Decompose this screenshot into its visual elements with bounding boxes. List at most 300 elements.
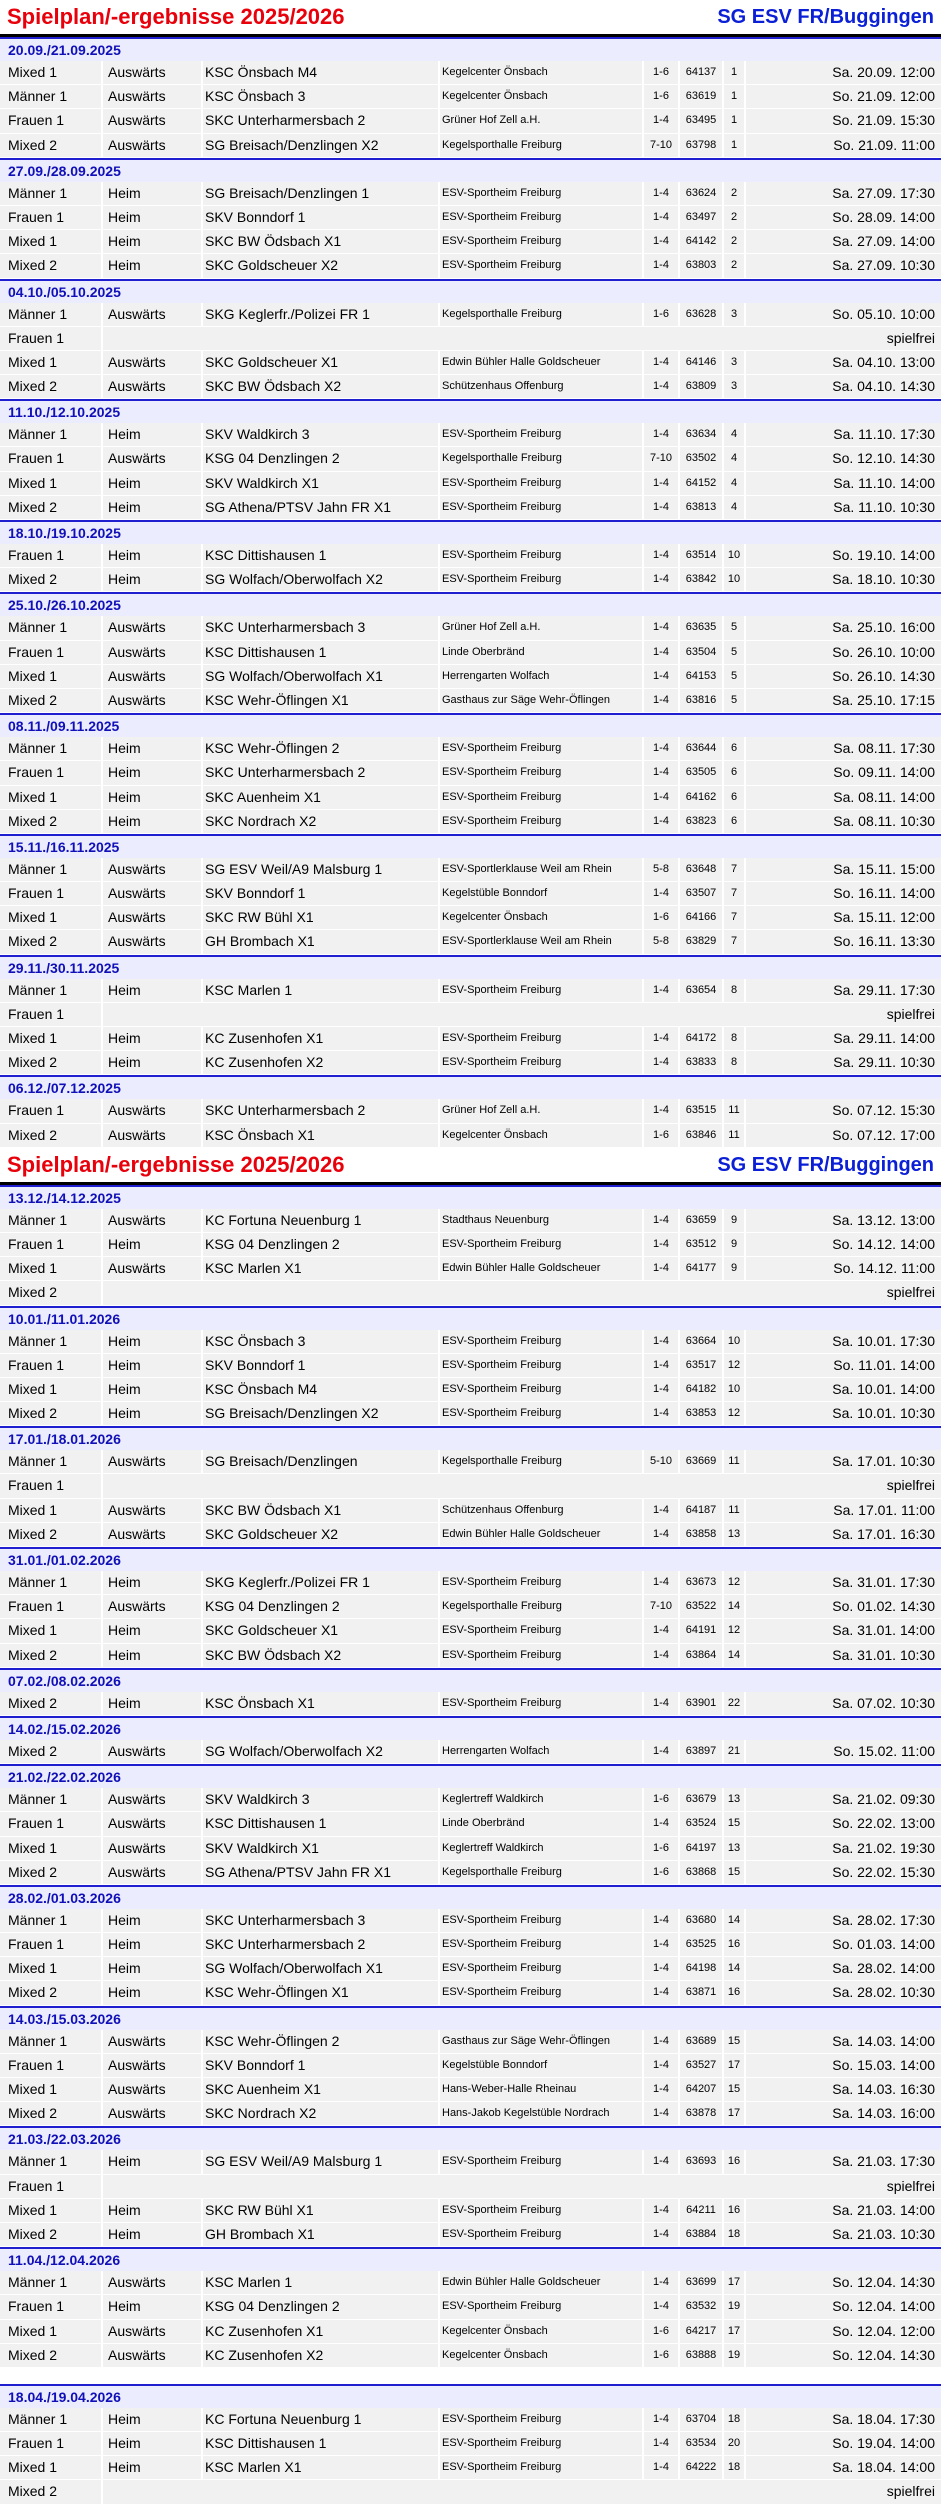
lanes: 1-4 xyxy=(644,1523,678,1546)
opponent: SKV Waldkirch 3 xyxy=(203,423,438,446)
game-number: 63803 xyxy=(680,254,722,277)
venue: Edwin Bühler Halle Goldscheuer xyxy=(440,2271,642,2294)
home-away: Heim xyxy=(103,1402,201,1425)
match-row xyxy=(0,930,941,954)
game-number: 64152 xyxy=(680,472,722,495)
team-name: Männer 1 xyxy=(0,2408,101,2431)
week-section xyxy=(0,1764,941,1885)
team-name: Mixed 1 xyxy=(0,351,101,374)
round-number: 1 xyxy=(724,109,744,132)
venue: ESV-Sportheim Freiburg xyxy=(440,230,642,253)
home-away: Heim xyxy=(103,472,201,495)
opponent: KC Fortuna Neuenburg 1 xyxy=(203,1209,438,1232)
round-number: 11 xyxy=(724,1099,744,1122)
match-date: Sa. 28.02. 14:00 xyxy=(746,1957,941,1980)
opponent: SKC Unterharmersbach 2 xyxy=(203,761,438,784)
opponent: SKC Goldscheuer X1 xyxy=(203,351,438,374)
opponent: KSC Marlen 1 xyxy=(203,979,438,1002)
round-number: 7 xyxy=(724,858,744,881)
opponent: SKC Nordrach X2 xyxy=(203,2102,438,2125)
round-number: 15 xyxy=(724,1861,744,1884)
week-section xyxy=(0,2247,941,2368)
match-row xyxy=(0,2344,941,2368)
opponent: KSC Önsbach 3 xyxy=(203,85,438,108)
match-date: So. 12.04. 14:30 xyxy=(746,2344,941,2367)
lanes: 1-6 xyxy=(644,303,678,326)
lanes: 1-4 xyxy=(644,423,678,446)
home-away: Heim xyxy=(103,182,201,205)
match-date: Sa. 04.10. 13:00 xyxy=(746,351,941,374)
lanes: 1-4 xyxy=(644,1099,678,1122)
match-row xyxy=(0,1003,941,1027)
team-name: Mixed 2 xyxy=(0,375,101,398)
lanes: 1-4 xyxy=(644,1644,678,1667)
venue: Kegelcenter Önsbach xyxy=(440,85,642,108)
opponent: SKC BW Ödsbach X1 xyxy=(203,230,438,253)
team-name: Männer 1 xyxy=(0,303,101,326)
round-number: 17 xyxy=(724,2054,744,2077)
opponent: SG Wolfach/Oberwolfach X1 xyxy=(203,1957,438,1980)
match-row xyxy=(0,472,941,496)
team-name: Frauen 1 xyxy=(0,327,101,350)
round-number: 15 xyxy=(724,2078,744,2101)
team-name: Frauen 1 xyxy=(0,2054,101,2077)
match-date: Sa. 27.09. 10:30 xyxy=(746,254,941,277)
match-row xyxy=(0,1378,941,1402)
team-name: Mixed 2 xyxy=(0,1981,101,2004)
game-number: 63888 xyxy=(680,2344,722,2367)
team-name: Männer 1 xyxy=(0,2030,101,2053)
match-row xyxy=(0,423,941,447)
week-date-header: 15.11./16.11.2025 xyxy=(0,836,941,858)
match-date: So. 21.09. 11:00 xyxy=(746,134,941,157)
team-name: Frauen 1 xyxy=(0,1474,101,1497)
week-section xyxy=(0,955,941,1076)
match-row xyxy=(0,2432,941,2456)
game-number: 63673 xyxy=(680,1571,722,1594)
week-section xyxy=(0,1885,941,2006)
home-away: Heim xyxy=(103,2408,201,2431)
match-date: Sa. 14.03. 16:30 xyxy=(746,2078,941,2101)
venue: Herrengarten Wolfach xyxy=(440,665,642,688)
lanes: 7-10 xyxy=(644,447,678,470)
venue: ESV-Sportheim Freiburg xyxy=(440,1402,642,1425)
round-number: 7 xyxy=(724,906,744,929)
round-number: 4 xyxy=(724,423,744,446)
round-number: 7 xyxy=(724,882,744,905)
opponent: SKC Auenheim X1 xyxy=(203,786,438,809)
week-section xyxy=(0,834,941,955)
team-name: Frauen 1 xyxy=(0,882,101,905)
team-name: Männer 1 xyxy=(0,1209,101,1232)
home-away: Auswärts xyxy=(103,375,201,398)
team-name: Mixed 2 xyxy=(0,254,101,277)
match-row xyxy=(0,1281,941,1305)
game-number: 63534 xyxy=(680,2432,722,2455)
round-number: 18 xyxy=(724,2408,744,2431)
round-number: 13 xyxy=(724,1788,744,1811)
team-name: Mixed 1 xyxy=(0,1619,101,1642)
week-date-header: 10.01./11.01.2026 xyxy=(0,1308,941,1330)
home-away: Auswärts xyxy=(103,1837,201,1860)
match-date: Sa. 28.02. 10:30 xyxy=(746,1981,941,2004)
round-number: 5 xyxy=(724,641,744,664)
match-row xyxy=(0,906,941,930)
week-date-header: 11.04./12.04.2026 xyxy=(0,2249,941,2271)
team-name: Männer 1 xyxy=(0,1909,101,1932)
venue: ESV-Sportheim Freiburg xyxy=(440,2150,642,2173)
team-name: Frauen 1 xyxy=(0,1233,101,1256)
bye-label: spielfrei xyxy=(103,2480,941,2503)
round-number: 5 xyxy=(724,616,744,639)
match-row xyxy=(0,1474,941,1498)
lanes: 1-4 xyxy=(644,2150,678,2173)
game-number: 64137 xyxy=(680,61,722,84)
home-away: Auswärts xyxy=(103,1124,201,1147)
round-number: 8 xyxy=(724,1051,744,1074)
match-date: Sa. 31.01. 10:30 xyxy=(746,1644,941,1667)
week-section xyxy=(0,399,941,520)
team-name: Mixed 2 xyxy=(0,1740,101,1763)
game-number: 63689 xyxy=(680,2030,722,2053)
lanes: 1-4 xyxy=(644,1499,678,1522)
game-number: 63659 xyxy=(680,1209,722,1232)
game-number: 63833 xyxy=(680,1051,722,1074)
team-name: Männer 1 xyxy=(0,1450,101,1473)
week-section xyxy=(0,1306,941,1427)
team-name: Männer 1 xyxy=(0,182,101,205)
opponent: KSC Marlen X1 xyxy=(203,1257,438,1280)
match-date: So. 19.10. 14:00 xyxy=(746,544,941,567)
match-date: Sa. 10.01. 17:30 xyxy=(746,1330,941,1353)
team-name: Mixed 1 xyxy=(0,2199,101,2222)
venue: ESV-Sportheim Freiburg xyxy=(440,1027,642,1050)
team-name: Mixed 1 xyxy=(0,61,101,84)
match-date: So. 19.04. 14:00 xyxy=(746,2432,941,2455)
match-date: Sa. 31.01. 17:30 xyxy=(746,1571,941,1594)
venue: ESV-Sportheim Freiburg xyxy=(440,979,642,1002)
lanes: 1-4 xyxy=(644,1402,678,1425)
opponent: SG Athena/PTSV Jahn FR X1 xyxy=(203,496,438,519)
week-section xyxy=(0,1547,941,1668)
team-name: Mixed 1 xyxy=(0,1027,101,1050)
home-away: Heim xyxy=(103,2295,201,2318)
game-number: 63634 xyxy=(680,423,722,446)
team-name: Männer 1 xyxy=(0,1330,101,1353)
match-date: Sa. 11.10. 14:00 xyxy=(746,472,941,495)
match-row xyxy=(0,979,941,1003)
week-section xyxy=(0,37,941,158)
home-away: Auswärts xyxy=(103,1861,201,1884)
lanes: 1-6 xyxy=(644,61,678,84)
venue: ESV-Sportheim Freiburg xyxy=(440,254,642,277)
opponent: SKG Keglerfr./Polizei FR 1 xyxy=(203,1571,438,1594)
venue: ESV-Sportheim Freiburg xyxy=(440,1378,642,1401)
opponent: KC Zusenhofen X2 xyxy=(203,2344,438,2367)
home-away: Heim xyxy=(103,1644,201,1667)
game-number: 63823 xyxy=(680,810,722,833)
home-away: Heim xyxy=(103,1909,201,1932)
match-row xyxy=(0,1619,941,1643)
opponent: KSG 04 Denzlingen 2 xyxy=(203,1595,438,1618)
week-section xyxy=(0,592,941,713)
opponent: SKC BW Ödsbach X1 xyxy=(203,1499,438,1522)
venue: ESV-Sportheim Freiburg xyxy=(440,761,642,784)
team-name: Mixed 2 xyxy=(0,1051,101,1074)
match-date: So. 22.02. 13:00 xyxy=(746,1812,941,1835)
game-number: 64177 xyxy=(680,1257,722,1280)
venue: ESV-Sportheim Freiburg xyxy=(440,423,642,446)
team-name: Männer 1 xyxy=(0,2150,101,2173)
home-away: Heim xyxy=(103,1619,201,1642)
week-date-header: 14.02./15.02.2026 xyxy=(0,1718,941,1740)
home-away: Auswärts xyxy=(103,882,201,905)
home-away: Auswärts xyxy=(103,351,201,374)
match-row xyxy=(0,1644,941,1668)
home-away: Auswärts xyxy=(103,906,201,929)
match-date: Sa. 08.11. 17:30 xyxy=(746,737,941,760)
match-row xyxy=(0,882,941,906)
team-name: Mixed 1 xyxy=(0,230,101,253)
home-away: Heim xyxy=(103,810,201,833)
team-name: Mixed 1 xyxy=(0,2320,101,2343)
match-date: Sa. 08.11. 10:30 xyxy=(746,810,941,833)
match-row xyxy=(0,810,941,834)
match-date: Sa. 21.02. 09:30 xyxy=(746,1788,941,1811)
home-away: Heim xyxy=(103,2432,201,2455)
lanes: 1-4 xyxy=(644,616,678,639)
match-row xyxy=(0,1233,941,1257)
match-row xyxy=(0,2271,941,2295)
lanes: 1-4 xyxy=(644,1233,678,1256)
week-date-header: 27.09./28.09.2025 xyxy=(0,160,941,182)
home-away: Auswärts xyxy=(103,858,201,881)
opponent: KSC Önsbach M4 xyxy=(203,1378,438,1401)
team-name: Frauen 1 xyxy=(0,1003,101,1026)
round-number: 1 xyxy=(724,85,744,108)
round-number: 2 xyxy=(724,182,744,205)
match-date: Sa. 04.10. 14:30 xyxy=(746,375,941,398)
match-date: Sa. 07.02. 10:30 xyxy=(746,1692,941,1715)
bye-label: spielfrei xyxy=(103,1003,941,1026)
match-date: Sa. 15.11. 12:00 xyxy=(746,906,941,929)
opponent: SKC RW Bühl X1 xyxy=(203,906,438,929)
venue: Edwin Bühler Halle Goldscheuer xyxy=(440,351,642,374)
home-away: Auswärts xyxy=(103,447,201,470)
page-header xyxy=(0,0,941,37)
game-number: 63527 xyxy=(680,2054,722,2077)
lanes: 1-4 xyxy=(644,1257,678,1280)
round-number: 13 xyxy=(724,1523,744,1546)
round-number: 1 xyxy=(724,61,744,84)
lanes: 5-8 xyxy=(644,858,678,881)
match-row xyxy=(0,254,941,278)
lanes: 1-4 xyxy=(644,761,678,784)
week-date-header: 20.09./21.09.2025 xyxy=(0,39,941,61)
venue: Herrengarten Wolfach xyxy=(440,1740,642,1763)
lanes: 5-10 xyxy=(644,1450,678,1473)
venue: Edwin Bühler Halle Goldscheuer xyxy=(440,1257,642,1280)
round-number: 14 xyxy=(724,1957,744,1980)
venue: ESV-Sportheim Freiburg xyxy=(440,2408,642,2431)
round-number: 20 xyxy=(724,2432,744,2455)
home-away: Auswärts xyxy=(103,2054,201,2077)
game-number: 64187 xyxy=(680,1499,722,1522)
match-date: So. 14.12. 14:00 xyxy=(746,1233,941,1256)
opponent: GH Brombach X1 xyxy=(203,2223,438,2246)
venue: ESV-Sportheim Freiburg xyxy=(440,544,642,567)
venue: Linde Oberbränd xyxy=(440,641,642,664)
venue: Kegelcenter Önsbach xyxy=(440,2344,642,2367)
opponent: KSC Marlen 1 xyxy=(203,2271,438,2294)
opponent: SG Athena/PTSV Jahn FR X1 xyxy=(203,1861,438,1884)
match-date: Sa. 17.01. 16:30 xyxy=(746,1523,941,1546)
lanes: 1-4 xyxy=(644,2054,678,2077)
game-number: 64222 xyxy=(680,2456,722,2479)
venue: ESV-Sportheim Freiburg xyxy=(440,2432,642,2455)
lanes: 1-4 xyxy=(644,1354,678,1377)
home-away: Auswärts xyxy=(103,1257,201,1280)
game-number: 63504 xyxy=(680,641,722,664)
opponent: KSC Önsbach X1 xyxy=(203,1692,438,1715)
team-name: Mixed 1 xyxy=(0,906,101,929)
game-number: 63853 xyxy=(680,1402,722,1425)
lanes: 1-6 xyxy=(644,906,678,929)
home-away: Heim xyxy=(103,1981,201,2004)
lanes: 1-4 xyxy=(644,1027,678,1050)
round-number: 19 xyxy=(724,2295,744,2318)
home-away: Auswärts xyxy=(103,641,201,664)
home-away: Heim xyxy=(103,979,201,1002)
match-date: Sa. 17.01. 10:30 xyxy=(746,1450,941,1473)
team-name: Mixed 2 xyxy=(0,134,101,157)
team-name: Frauen 1 xyxy=(0,206,101,229)
game-number: 64207 xyxy=(680,2078,722,2101)
week-section xyxy=(0,1716,941,1764)
team-name: Männer 1 xyxy=(0,1571,101,1594)
opponent: SG Breisach/Denzlingen X2 xyxy=(203,1402,438,1425)
opponent: KSC Wehr-Öflingen 2 xyxy=(203,2030,438,2053)
match-date: Sa. 21.03. 10:30 xyxy=(746,2223,941,2246)
round-number: 10 xyxy=(724,1330,744,1353)
team-name: Mixed 2 xyxy=(0,1124,101,1147)
week-section xyxy=(0,279,941,400)
team-name: Mixed 1 xyxy=(0,2078,101,2101)
home-away: Heim xyxy=(103,1692,201,1715)
lanes: 1-4 xyxy=(644,641,678,664)
team-name: Mixed 1 xyxy=(0,786,101,809)
venue: Kegelcenter Önsbach xyxy=(440,1124,642,1147)
game-number: 64153 xyxy=(680,665,722,688)
opponent: KSG 04 Denzlingen 2 xyxy=(203,447,438,470)
opponent: SKV Waldkirch 3 xyxy=(203,1788,438,1811)
opponent: SKC Unterharmersbach 2 xyxy=(203,109,438,132)
lanes: 1-6 xyxy=(644,2320,678,2343)
opponent: SG Wolfach/Oberwolfach X1 xyxy=(203,665,438,688)
match-date: So. 07.12. 15:30 xyxy=(746,1099,941,1122)
round-number: 11 xyxy=(724,1450,744,1473)
bye-label: spielfrei xyxy=(103,2175,941,2198)
club-name: SG ESV FR/Buggingen xyxy=(717,6,934,28)
opponent: SKV Bonndorf 1 xyxy=(203,206,438,229)
match-row xyxy=(0,2102,941,2126)
match-date: So. 12.04. 12:00 xyxy=(746,2320,941,2343)
opponent: KC Zusenhofen X1 xyxy=(203,2320,438,2343)
round-number: 12 xyxy=(724,1402,744,1425)
team-name: Frauen 1 xyxy=(0,1812,101,1835)
team-name: Mixed 2 xyxy=(0,1402,101,1425)
week-section xyxy=(0,713,941,834)
opponent: SKV Bonndorf 1 xyxy=(203,2054,438,2077)
home-away: Auswärts xyxy=(103,1523,201,1546)
match-row xyxy=(0,2199,941,2223)
venue: Edwin Bühler Halle Goldscheuer xyxy=(440,1523,642,1546)
home-away: Auswärts xyxy=(103,1450,201,1473)
game-number: 63515 xyxy=(680,1099,722,1122)
match-date: Sa. 21.03. 17:30 xyxy=(746,2150,941,2173)
match-row xyxy=(0,689,941,713)
venue: ESV-Sportlerklause Weil am Rhein xyxy=(440,858,642,881)
home-away: Auswärts xyxy=(103,665,201,688)
round-number: 3 xyxy=(724,351,744,374)
match-date: So. 26.10. 14:30 xyxy=(746,665,941,688)
lanes: 1-6 xyxy=(644,85,678,108)
match-row xyxy=(0,182,941,206)
round-number: 6 xyxy=(724,737,744,760)
round-number: 13 xyxy=(724,1837,744,1860)
match-date: So. 05.10. 10:00 xyxy=(746,303,941,326)
team-name: Mixed 2 xyxy=(0,810,101,833)
opponent: SKC BW Ödsbach X2 xyxy=(203,1644,438,1667)
home-away: Heim xyxy=(103,544,201,567)
home-away: Heim xyxy=(103,1933,201,1956)
game-number: 64146 xyxy=(680,351,722,374)
section-gap xyxy=(0,2368,941,2384)
match-date: So. 01.03. 14:00 xyxy=(746,1933,941,1956)
opponent: SG ESV Weil/A9 Malsburg 1 xyxy=(203,858,438,881)
match-date: Sa. 25.10. 17:15 xyxy=(746,689,941,712)
game-number: 63619 xyxy=(680,85,722,108)
venue: Kegelsporthalle Freiburg xyxy=(440,447,642,470)
round-number: 18 xyxy=(724,2223,744,2246)
match-row xyxy=(0,230,941,254)
round-number: 4 xyxy=(724,496,744,519)
match-row xyxy=(0,2320,941,2344)
lanes: 1-4 xyxy=(644,689,678,712)
game-number: 63846 xyxy=(680,1124,722,1147)
match-row xyxy=(0,2295,941,2319)
game-number: 64142 xyxy=(680,230,722,253)
lanes: 1-4 xyxy=(644,1619,678,1642)
match-row xyxy=(0,1861,941,1885)
team-name: Mixed 1 xyxy=(0,472,101,495)
match-date: So. 21.09. 12:00 xyxy=(746,85,941,108)
game-number: 63495 xyxy=(680,109,722,132)
venue: Kegelsporthalle Freiburg xyxy=(440,303,642,326)
match-row xyxy=(0,327,941,351)
lanes: 1-4 xyxy=(644,1330,678,1353)
venue: ESV-Sportheim Freiburg xyxy=(440,810,642,833)
round-number: 3 xyxy=(724,303,744,326)
lanes: 1-4 xyxy=(644,1571,678,1594)
home-away: Auswärts xyxy=(103,303,201,326)
week-section xyxy=(0,520,941,592)
home-away: Heim xyxy=(103,786,201,809)
team-name: Männer 1 xyxy=(0,979,101,1002)
game-number: 63901 xyxy=(680,1692,722,1715)
venue: Keglertreff Waldkirch xyxy=(440,1837,642,1860)
club-name: SG ESV FR/Buggingen xyxy=(717,1153,934,1176)
